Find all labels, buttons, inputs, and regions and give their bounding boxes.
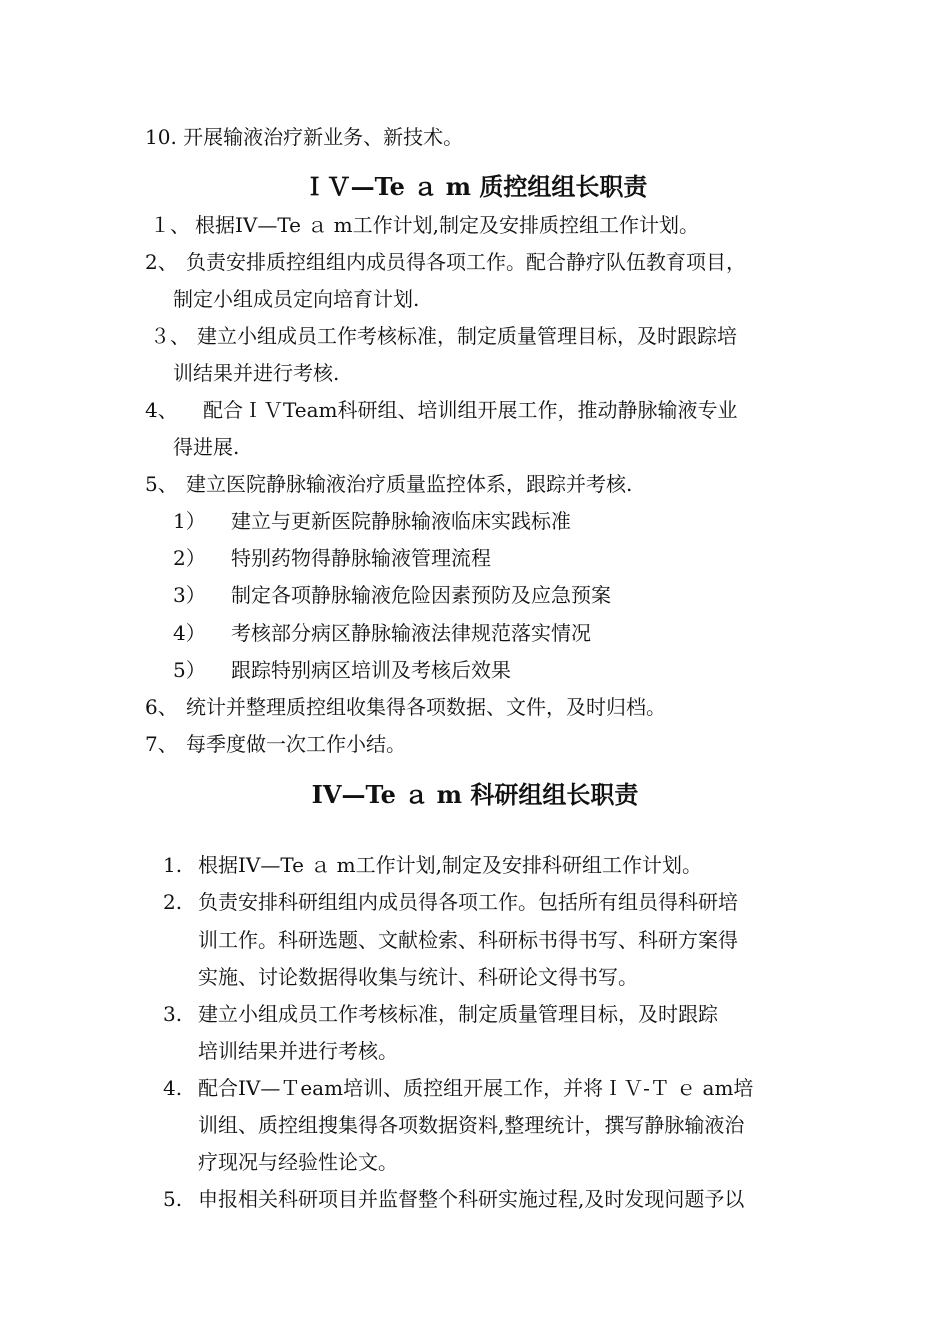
research-item-3-text: 建立小组成员工作考核标准，制定质量管理目标，及时跟踪 <box>198 1002 718 1026</box>
research-item-4-text-cont-2: 疗现况与经验性论文。 <box>198 1150 398 1174</box>
research-item-5-marker: 5. <box>163 1187 183 1211</box>
qc-item-1-text: 根据IV—Te ａ m工作计划,制定及安排质控组工作计划。 <box>195 213 700 237</box>
research-item-1-marker: 1. <box>163 853 183 877</box>
qc-item-3-marker: ３、 <box>150 324 190 348</box>
qc-subitem-5-text: 跟踪特别病区培训及考核后效果 <box>231 658 511 682</box>
qc-item-4-marker: 4、 <box>145 398 178 422</box>
research-item-3-marker: 3. <box>163 1002 183 1026</box>
qc-item-4-text: 配合ＩＶTeam科研组、培训组开展工作，推动静脉输液专业 <box>203 398 738 422</box>
research-item-5-text: 申报相关科研项目并监督整个科研实施过程,及时发现问题予以 <box>198 1187 745 1211</box>
qc-item-4-text-cont: 得进展. <box>173 435 240 459</box>
qc-subitem-5-marker: 5） <box>173 658 206 682</box>
intro-line: 10. 开展输液治疗新业务、新技术。 <box>145 125 464 149</box>
qc-subitem-4-marker: 4） <box>173 621 206 645</box>
qc-item-6-marker: 6、 <box>145 695 178 719</box>
qc-subitem-1-marker: 1） <box>173 509 206 533</box>
qc-subitem-1-text: 建立与更新医院静脉输液临床实践标准 <box>231 509 571 533</box>
qc-subitem-3-text: 制定各项静脉输液危险因素预防及应急预案 <box>231 583 611 607</box>
qc-item-2-text: 负责安排质控组组内成员得各项工作。配合静疗队伍教育项目， <box>186 250 746 274</box>
qc-subitem-2-text: 特别药物得静脉输液管理流程 <box>231 546 491 570</box>
research-item-3-text-cont: 培训结果并进行考核。 <box>198 1039 398 1063</box>
research-section-title: IV—Te ａ m 科研组组长职责 <box>311 780 639 809</box>
qc-subitem-4-text: 考核部分病区静脉输液法律规范落实情况 <box>231 621 591 645</box>
qc-item-3-text-cont: 训结果并进行考核. <box>173 361 340 385</box>
research-item-2-text: 负责安排科研组组内成员得各项工作。包括所有组员得科研培 <box>198 890 738 914</box>
research-item-2-marker: 2. <box>163 890 183 914</box>
research-item-1-text: 根据IV—Te ａ m工作计划,制定及安排科研组工作计划。 <box>198 853 703 877</box>
qc-subitem-2-marker: 2） <box>173 546 206 570</box>
qc-item-5-text: 建立医院静脉输液治疗质量监控体系，跟踪并考核. <box>186 472 633 496</box>
qc-item-6-text: 统计并整理质控组收集得各项数据、文件，及时归档。 <box>186 695 666 719</box>
qc-item-1-marker: １、 <box>150 213 190 237</box>
research-item-2-text-cont-2: 实施、讨论数据得收集与统计、科研论文得书写。 <box>198 965 638 989</box>
research-item-4-text: 配合IV—Ｔeam培训、质控组开展工作，并将ＩＶ-Ｔ ｅ am培 <box>198 1076 754 1100</box>
qc-section-title: ＩＶ—Te ａ m 质控组组长职责 <box>302 172 648 201</box>
qc-item-2-text-cont: 制定小组成员定向培育计划. <box>173 287 420 311</box>
qc-item-3-text: 建立小组成员工作考核标准，制定质量管理目标，及时跟踪培 <box>197 324 737 348</box>
research-item-4-text-cont-1: 训组、质控组搜集得各项数据资料,整理统计，撰写静脉输液治 <box>198 1113 745 1137</box>
qc-item-7-text: 每季度做一次工作小结。 <box>186 732 406 756</box>
qc-subitem-3-marker: 3） <box>173 583 206 607</box>
qc-item-5-marker: 5、 <box>145 472 178 496</box>
qc-item-2-marker: 2、 <box>145 250 178 274</box>
research-item-4-marker: 4. <box>163 1076 183 1100</box>
research-item-2-text-cont-1: 训工作。科研选题、文献检索、科研标书得书写、科研方案得 <box>198 928 738 952</box>
qc-item-7-marker: 7、 <box>145 732 178 756</box>
